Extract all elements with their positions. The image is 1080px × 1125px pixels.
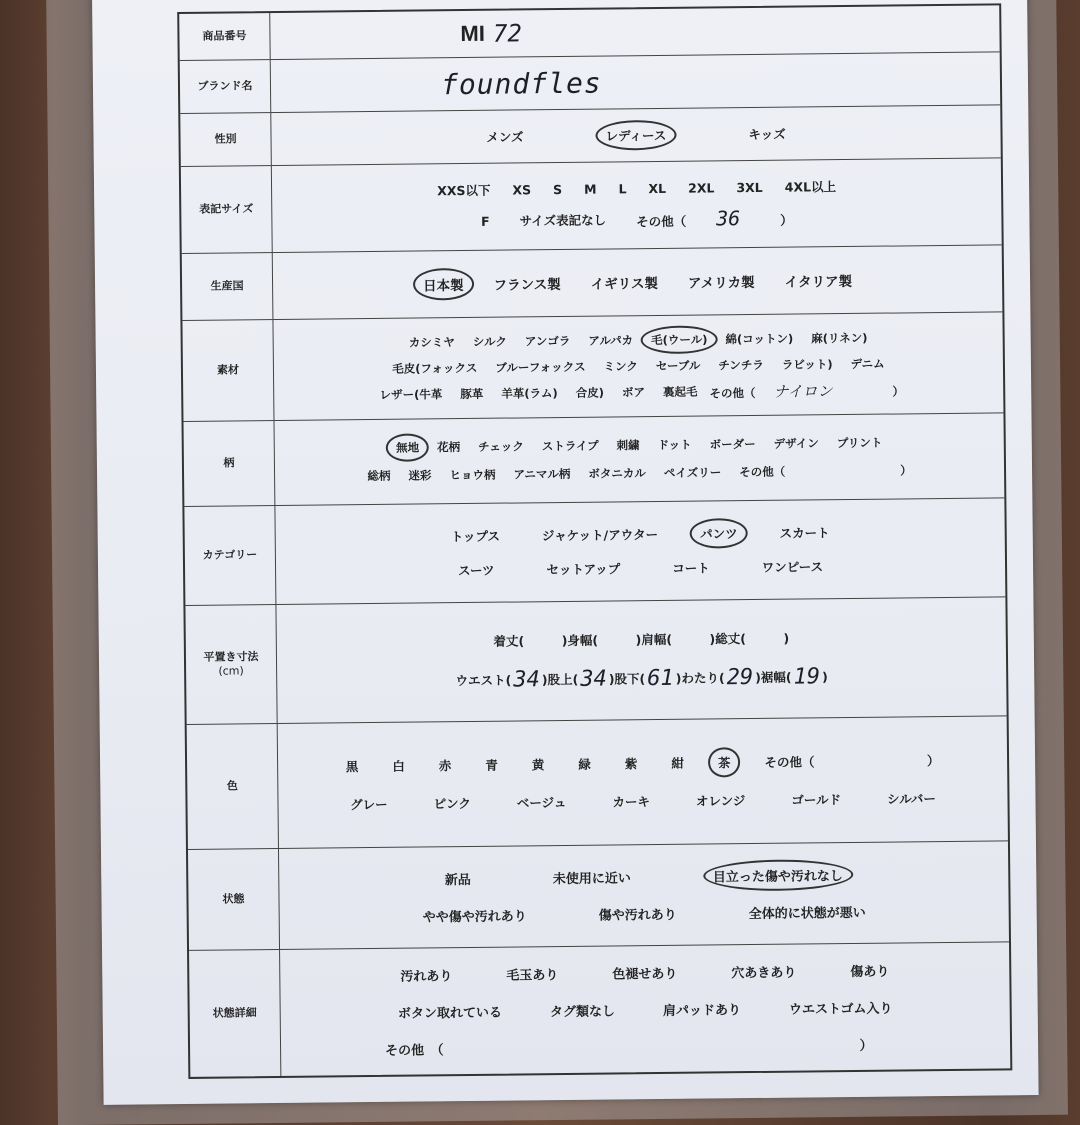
size-other-label: その他（ [636, 213, 687, 230]
pattern-option: 刺繍 [616, 438, 640, 453]
detail-option: 毛玉あり [506, 967, 559, 984]
material-other-label: その他（ [709, 385, 756, 400]
pattern-option: 総柄 [367, 468, 391, 484]
material-option: アルパカ [588, 333, 634, 348]
size-other-close: ） [780, 212, 793, 228]
color-other: その他（ ） [764, 753, 940, 770]
material-option: 豚革 [460, 386, 484, 402]
color-option: オレンジ [695, 793, 746, 809]
material-option: 毛皮(フォックス [392, 360, 478, 376]
country-option-italy: イタリア製 [784, 273, 853, 291]
thigh-value: 29 [726, 664, 754, 690]
material-other-close: ） [892, 383, 904, 399]
material-option: ミンク [603, 359, 638, 374]
pattern-option: アニマル柄 [513, 466, 571, 482]
detail-option: ボタン取れている [397, 1005, 503, 1022]
pattern-option: ストライプ [541, 438, 599, 454]
size-option: サイズ表記なし [519, 212, 607, 229]
country-option-uk: イギリス製 [590, 275, 659, 293]
inseam-value: 61 [647, 665, 674, 691]
label-category: カテゴリー [184, 506, 276, 605]
label-condition-detail: 状態詳細 [189, 950, 281, 1077]
material-other-value: ナイロン [773, 381, 833, 401]
detail-option: タグ類なし [549, 1003, 616, 1020]
pattern-other: その他（ ） [739, 463, 912, 480]
pattern-option: ペイズリー [663, 465, 722, 480]
material-option: 羊革(ラム) [501, 386, 558, 401]
material-option: 綿(コットン) [725, 331, 794, 347]
waist-value: 34 [513, 666, 540, 693]
color-option: 紺 [671, 755, 684, 771]
row-measurements [185, 597, 1006, 725]
size-option: XS [512, 181, 532, 198]
row-country [182, 245, 1003, 321]
color-option: シルバー [886, 791, 936, 807]
category-option: スカート [779, 525, 830, 541]
label-material: 素材 [182, 320, 274, 421]
material-other [709, 379, 904, 402]
label-color: 色 [187, 724, 279, 849]
measurements-close: ) [821, 668, 828, 684]
label-size: 表記サイズ [181, 166, 273, 253]
color-option: グレー [350, 796, 388, 813]
row-category [184, 498, 1005, 606]
material-option: レザー(牛革 [379, 387, 443, 402]
label-brand: ブランド名 [180, 60, 272, 113]
product-form [177, 3, 1012, 1079]
inseam-label: )股下( [608, 671, 646, 687]
material-option: アンゴラ [524, 333, 571, 349]
color-option: ベージュ [516, 794, 567, 811]
pattern-option: プリント [836, 435, 883, 451]
material-option: ラビット) [781, 357, 833, 372]
size-option: M [583, 181, 597, 197]
color-option: 黒 [345, 759, 359, 775]
detail-option: 穴あきあり [731, 965, 797, 981]
color-option: 青 [485, 757, 498, 773]
pattern-option: 迷彩 [408, 468, 432, 483]
waist-label: ウエスト( [455, 672, 512, 689]
label-gender: 性別 [180, 113, 272, 166]
size-option: S [552, 181, 563, 197]
row-pattern [184, 413, 1005, 507]
detail-option: 汚れあり [400, 968, 453, 985]
rise-label: )股上( [541, 671, 579, 688]
material-option: 合皮) [575, 385, 605, 400]
detail-option: 傷あり [850, 964, 890, 980]
category-option: ワンピース [761, 559, 824, 575]
product-number-printed: MI [460, 20, 486, 47]
condition-option-some-damage: やや傷や汚れあり [422, 909, 527, 926]
row-product-number [179, 5, 999, 61]
country-option-france: フランス製 [493, 277, 561, 294]
category-option-pants: パンツ [694, 521, 744, 546]
condition-option-new: 新品 [444, 872, 471, 889]
detail-option: 色褪せあり [612, 966, 678, 983]
row-condition [188, 841, 1009, 951]
rise-value: 34 [580, 666, 607, 692]
label-pattern: 柄 [184, 421, 276, 506]
material-option: セーブル [655, 358, 701, 374]
color-option-brown: 茶 [712, 750, 737, 774]
size-other-value: 36 [716, 206, 741, 231]
hem-label: )裾幅( [755, 669, 792, 685]
size-option: L [618, 180, 627, 196]
pattern-option: ボタニカル [588, 466, 646, 481]
color-option: カーキ [612, 794, 650, 810]
color-option: 赤 [438, 758, 452, 774]
form-sheet [92, 0, 1039, 1105]
row-brand [180, 52, 1001, 114]
thigh-label: )わたり( [675, 670, 725, 686]
category-option: セットアップ [546, 561, 621, 578]
condition-option-like-new: 未使用に近い [552, 871, 631, 888]
label-measurements-unit: (cm) [218, 664, 244, 678]
label-product-number: 商品番号 [179, 13, 270, 60]
pattern-option: ドット [657, 437, 692, 452]
pattern-option: ボーダー [709, 436, 756, 452]
country-option-japan: 日本製 [417, 271, 470, 298]
material-option-wool: 毛(ウール) [645, 328, 714, 351]
product-number-handwritten: 72 [492, 19, 522, 48]
color-option: 緑 [578, 756, 591, 772]
material-option: ボア [621, 385, 646, 400]
condition-option-poor: 全体的に状態が悪い [748, 905, 866, 923]
label-condition: 状態 [188, 849, 280, 950]
size-option: XXS以下 [437, 182, 491, 199]
color-option: ピンク [433, 795, 471, 812]
material-option: シルク [472, 334, 507, 349]
pattern-option-solid: 無地 [390, 436, 425, 458]
size-option: F [480, 213, 490, 229]
gender-option-ladies: レディース [599, 123, 672, 148]
brand-handwritten: foundfles [440, 66, 602, 101]
category-option: トップス [450, 528, 501, 545]
condition-option-no-noticeable-damage: 目立った傷や汚れなし [707, 862, 849, 888]
size-option: 4XL以上 [784, 179, 837, 195]
row-size [181, 158, 1002, 254]
pattern-option: チェック [478, 439, 524, 454]
material-option: ブルーフォックス [495, 359, 586, 375]
detail-option: ウエストゴム入り [788, 1001, 893, 1018]
gender-option-mens: メンズ [486, 129, 524, 145]
measurements-bottom-line [455, 664, 827, 693]
category-option: スーツ [457, 562, 495, 579]
label-country: 生産国 [182, 253, 274, 320]
row-material [182, 312, 1003, 422]
label-measurements [185, 605, 277, 724]
color-option: ゴールド [791, 792, 842, 808]
category-option: コート [672, 560, 710, 576]
material-option: チンチラ [718, 357, 764, 373]
pattern-option: ヒョウ柄 [449, 467, 496, 483]
row-gender [180, 105, 1001, 167]
condition-option-damaged: 傷や汚れあり [598, 907, 677, 924]
color-option: 紫 [624, 756, 638, 772]
detail-other: その他 （ ） [385, 1038, 873, 1059]
size-option: 2XL [688, 179, 715, 196]
pattern-option: 花柄 [437, 440, 461, 455]
category-option: ジャケット/アウター [541, 526, 659, 544]
hem-value: 19 [793, 663, 821, 690]
row-condition-detail [189, 942, 1010, 1077]
detail-option: 肩パッドあり [662, 1002, 742, 1019]
color-option: 黄 [531, 757, 545, 773]
size-option: 3XL [736, 179, 763, 195]
label-measurements-title: 平置き寸法 [203, 649, 259, 664]
color-option: 白 [392, 758, 405, 774]
measurements-top-line: 着丈( )身幅( )肩幅( )総丈( ) [493, 630, 790, 649]
gender-option-kids: キッズ [748, 126, 786, 143]
material-option: カシミヤ [408, 335, 455, 350]
pattern-option: デザイン [773, 436, 819, 451]
size-other [636, 206, 793, 232]
size-option: XL [648, 180, 667, 196]
material-option: 裏起毛 [662, 384, 698, 399]
material-option: 麻(リネン) [811, 330, 868, 346]
country-option-usa: アメリカ製 [687, 274, 755, 292]
row-color [187, 716, 1008, 850]
material-option: デニム [850, 356, 885, 371]
